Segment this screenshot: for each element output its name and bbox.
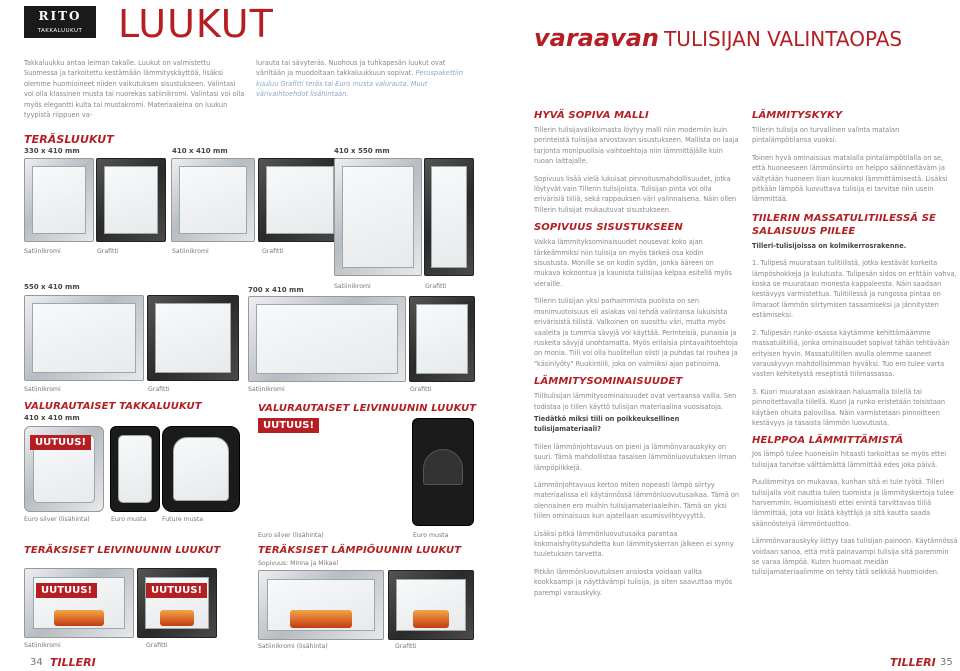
intro-col2: [256, 58, 474, 100]
heading-teraksiset-lampiouunin: TERÄKSISET LÄMPIÖUUNIN LUUKUT: [258, 545, 462, 556]
p-h-1: Jos lämpö tulee huoneisiin hitaasti tarkoittaa se myös ettei tulisijaa tarvitse välttämättä lämmittää edes joka päivä.: [752, 450, 947, 469]
size-410x550: 410 x 550 mm: [334, 147, 390, 155]
cap-grafitti-6: Grafitti: [146, 642, 168, 649]
cap-grafitti-4: Grafitti: [148, 386, 170, 393]
p-hyva-2: Sopivuus lisää vielä lukuisat pinnoitusmahdollisuudet, jotka löytyvät vain Tillerin tulisijoista. Tulisijan pinta voi olla erivärisiä tiiliä, sekä rappauksen väri valinnaisena. Näin ollen Tillerin tulisijat mukautuvat sisustukseen.: [534, 174, 737, 214]
cap-satiini-3: Satiinikromi: [334, 283, 371, 290]
cap-satiini-6: Satiinikromi: [24, 642, 61, 649]
door-leivin-euro-silver: [258, 418, 408, 526]
p-hyva-1: Tillerin tulisijavalikoimasta löytyy malli niin moderniin kuin perinteistä tulisijaa arvostavan sisustukseen. Mallista on laaja tarjonta monipuolisia vaihtoehtoja niin lämmittäjälle kuin ruoan laittajalle.: [534, 126, 739, 166]
p-lo-4: Lisäksi pitkä lämmönluovutusaika parantaa kokonaishyötysuhdetta kun lämmityskerran jälkeen ei synny tuuletuksen tarvetta.: [534, 529, 734, 559]
p-sop-1: Vaikka lämmityksominaisuudet nousevat koko ajan tärkeämmiksi niin tulisija on myös tärkeä osa kodin sisustusta. Monille se on kodin sydän, jonka ääreen on mukava kokoontua ja kaunista tulisijaa kelpaa esitellä myös vieraille.: [534, 238, 732, 288]
cap-satiini-2: Satiinikromi: [172, 248, 209, 255]
cap-euro-silver-2: Euro silver (lisähinta): [258, 532, 324, 539]
cap-future-musta: Future musta: [162, 516, 204, 523]
heading-valurautaiset-takkaluukut: VALURAUTAISET TAKKALUUKUT: [24, 401, 202, 412]
size-410x410-cast: 410 x 410 mm: [24, 414, 80, 422]
uutuus-badge-2: UUTUUS!: [258, 418, 319, 433]
page-number-left: 34: [30, 657, 43, 668]
intro-col2-text: lurauta tai sävyteräs. Nuohous ja tuhkapesän luukut ovat väriltään ja muodoltaan takkaluukkuun sopivat.: [256, 59, 446, 78]
rito-logo-tagline: TAKKALUUKUT: [37, 28, 83, 34]
door-700-grafitti: [409, 296, 475, 382]
guide-title-rest: TULISIJAN VALINTAOPAS: [664, 27, 903, 51]
cap-satiini-1: Satiinikromi: [24, 248, 61, 255]
rito-logo-name: RITO: [38, 9, 82, 23]
cap-satiini-lisa: Satiinikromi (lisähinta): [258, 643, 328, 650]
p-h-2: Puulämmitys on mukavaa, kunhan sitä ei tule työtä. Tilleri tulisijalla voit nauttia tulen tuomista ja lämmityskertoja tulee harvemmin. Huomioisesti ettei enintä tarvittavaa tiiliä lämmittää, jota voi lisätä käyttäjä ja sitä kautta saada säännöstelyä lämmöntuottoa.: [752, 478, 954, 528]
uutuus-badge-4: UUTUUS!: [146, 583, 207, 598]
footer-brand-left: TILLERI: [50, 656, 96, 669]
cap-grafitti-1: Grafitti: [97, 248, 119, 255]
heading-lammitysominaisuudet: LÄMMITYSOMINAISUUDET: [534, 376, 683, 388]
cap-satiini-4: Satiinikromi: [24, 386, 61, 393]
footer-brand-right: TILLERI: [890, 656, 936, 669]
size-550x410: 550 x 410 mm: [24, 283, 80, 291]
door-lampio-satiini: [258, 570, 384, 640]
page-number-right: 35: [940, 657, 953, 668]
door-euro-musta: [110, 426, 160, 512]
cap-grafitti-7: Grafitti: [395, 643, 417, 650]
door-330-grafitti: [96, 158, 166, 242]
lampiouuni-sopivuus: Sopivuus: Minna ja Mikael: [258, 560, 339, 567]
p-lo-1: Tiilitulisijan lämmitysominaisuudet ovat vertaansa vailla. Sen todistaa jo tiilen käyttö tulisijan materiaalina vuosisatoja.: [534, 392, 737, 411]
p-lo-question: Tiedätkö miksi tiili on poikkeuksellinen tulisijamateriaali?: [534, 414, 680, 434]
p-lo-5: Pitkän lämmönluovutuksen ansiosta voidaan valita kookkaampi ja näyttävämpi tulisija, ja siten saavuttaa myös parempi varauskyky.: [534, 567, 733, 597]
door-future-musta: [162, 426, 240, 512]
right-col2: [752, 110, 960, 585]
guide-title: [534, 24, 902, 52]
size-330x410: 330 x 410 mm: [24, 147, 80, 155]
door-700-satiini: [248, 296, 406, 382]
p-lk-1: Tillerin tulisija on turvallinen valinta matalan pintalämpötilansa vuoksi.: [752, 126, 900, 145]
cap-grafitti-3: Grafitti: [425, 283, 447, 290]
cap-grafitti-2: Grafitti: [262, 248, 284, 255]
door-leivin-teras-grafitti: [137, 568, 217, 638]
cap-euro-musta-1: Euro musta: [111, 516, 147, 523]
intro-col2-note: Peruspakettiin kuuluu Grafitti teräs tai Euro musta valurauta. Muut värivaihtoehdot lisähintaan.: [256, 69, 464, 99]
p-lo-3: Lämmönjohtavuus kertoo miten nopeasti lämpö siirtyy materiaalissa eli käytännössä lämmönluovutusaikaa. Tämä on olennainen ero muihin tulisijamateriaaleihin. Tämä on yksi tiilen ominaisuus kun ajatellaan asumisviihtyvyyttä.: [534, 480, 740, 521]
right-col1: [534, 110, 740, 605]
door-410x550-satiini: [334, 158, 422, 276]
p-h-3: Lämmönvarauskyky liittyy taas tulisijan painoon. Käytännössä voidaan sanoa, että mitä painavampi tulisija sitä paremmin se varaa lämpöä. Kuten huomaat meidän tulisijamateriaalimme on tehty tätä selkkää huomioiden.: [752, 537, 958, 577]
uutuus-badge-3: UUTUUS!: [36, 583, 97, 598]
heading-massatulitiili: TIILERIN MASSATULITIILESSÄ SE SALAISUUS PIILEE: [752, 212, 936, 237]
cap-euro-musta-2: Euro musta: [413, 532, 449, 539]
heading-sopivuus: SOPIVUUS SISUSTUKSEEN: [534, 222, 683, 234]
p-sop-2: Tillerin tulisijan yksi parhaimmista puolista on sen monimuotoisuus eli asiakas voi tehdä valintansa lukuisista erivärisistä tiilistä. Valkoinen on suosittu väri, mutta myös vaaleita ja tummia sävyjä voi käyttää. Perinteisiä, punaisia ja ruskeita sävyjä unohtamatta. Myös erilaisia pintavaihtoehtoja on monia. Tiili voi olla huolitellun siisti ja puhdas tai rouhea ja "käsinlyöty" Ruukintiili, joka on valmiiksi ajan patinoima.: [534, 297, 738, 368]
door-550-satiini: [24, 295, 144, 381]
door-410x550-grafitti: [424, 158, 474, 276]
door-410-grafitti: [258, 158, 342, 242]
door-leivin-teras-satiini: [24, 568, 134, 638]
door-330-satiini: [24, 158, 94, 242]
door-410-satiini: [171, 158, 255, 242]
cap-satiini-5: Satiinikromi: [248, 386, 285, 393]
page-title: LUUKUT: [118, 2, 274, 46]
heading-teraksiset-leivinuunin: TERÄKSISET LEIVINUUNIN LUUKUT: [24, 545, 221, 556]
door-550-grafitti: [147, 295, 239, 381]
door-lampio-grafitti: [388, 570, 474, 640]
cap-grafitti-5: Grafitti: [410, 386, 432, 393]
guide-title-main: varaavan: [534, 24, 659, 52]
intro-col1: Takkaluukku antaa leiman takalle. Luukut on valmistettu Suomessa ja tarkoitettu kestämään lämmityskäyttöä, lisäksi olemme huomioineet niiden vaikutuksen sisustukseen. Valintasi voi olla klassinen musta tai nuorekas satiinikromi. Valintasi voi olla myös elegantti kulta tai mustakromi. Materiaaleina on luukun tyypistä riippuen va-: [24, 59, 245, 120]
heading-helppoa: HELPPOA LÄMMITTÄMISTÄ: [752, 435, 904, 447]
p-massa-3: 3. Kuori muurataan asiakkaan haluamalla tiilellä tai pinnoitettavalla tiilellä. Kuori ja runko eristetään toisistaan käytäen ohuita palovillaa. Näin varmistetaan pinnoitteen kestävyys ja tasaista lämmön luovutusta.: [752, 387, 946, 427]
p-lo-2: Tiilen lämmönjohtavuus on pieni ja lämmönvarauskyky on suuri. Tämä mahdollistaa tasaisen lämmönluovutuksen ilman lämpöpiikkejä.: [534, 442, 737, 472]
size-410x410: 410 x 410 mm: [172, 147, 228, 155]
p-massa-2: 2. Tulipesän runko-osassa käytämme kehittämäämme massatulitiiliä, jonka ominaisuudet sopivat tähän tehtävään erityisen hyvin. Massatulitiilen avulla olemme saaneet varauskyvyn mahdollisimman hyväksi. Tuo ero tulee varta vasten kehitetystä reseptistä tiilimassassa.: [752, 328, 950, 379]
size-700x410: 700 x 410 mm: [248, 286, 304, 294]
p-massa-1: 1. Tulipesä muurataan tulitiilistä, jotka kestävät korkeita lämpöshokkeja ja kulutusta. Tulipesän sidos on erittäin vahva, koska se muurataan monesta kappaleesta. Näin saadaan kestävyys varmistettua. Tulitiilessä ja rungossa pintaa on ilmaraot lämmön siirtymisen tasaamiseksi ja jännitysten estämiseksi.: [752, 259, 957, 320]
p-massa-intro: Tilleri-tulisijoissa on kolmikerrosrakenne.: [752, 241, 907, 250]
rito-logo: [24, 6, 96, 38]
heading-lammityskyky: LÄMMITYSKYKY: [752, 110, 843, 121]
uutuus-badge-1: UUTUUS!: [30, 435, 91, 450]
door-leivin-euro-musta: [412, 418, 474, 526]
cap-euro-silver-1: Euro silver (lisähinta): [24, 516, 90, 523]
heading-valurautaiset-leivinuunin: VALURAUTAISET LEIVINUUNIN LUUKUT: [258, 403, 477, 414]
heading-teraksluukut: TERÄSLUUKUT: [24, 133, 114, 146]
p-lk-2: Toinen hyvä ominaisuus matalalla pintalämpötilalla on se, että huoneeseen lämmönsiirto on helppo säänneltäväm ja vältytään huoneen liian kuumaksi lämmittämisestä. Lisäksi pitkään lämpöä luovuttava tulisija ei tarvitse niin usein lämmittää.: [752, 153, 948, 204]
heading-hyva-sopiva: HYVÄ SOPIVA MALLI: [534, 110, 649, 121]
